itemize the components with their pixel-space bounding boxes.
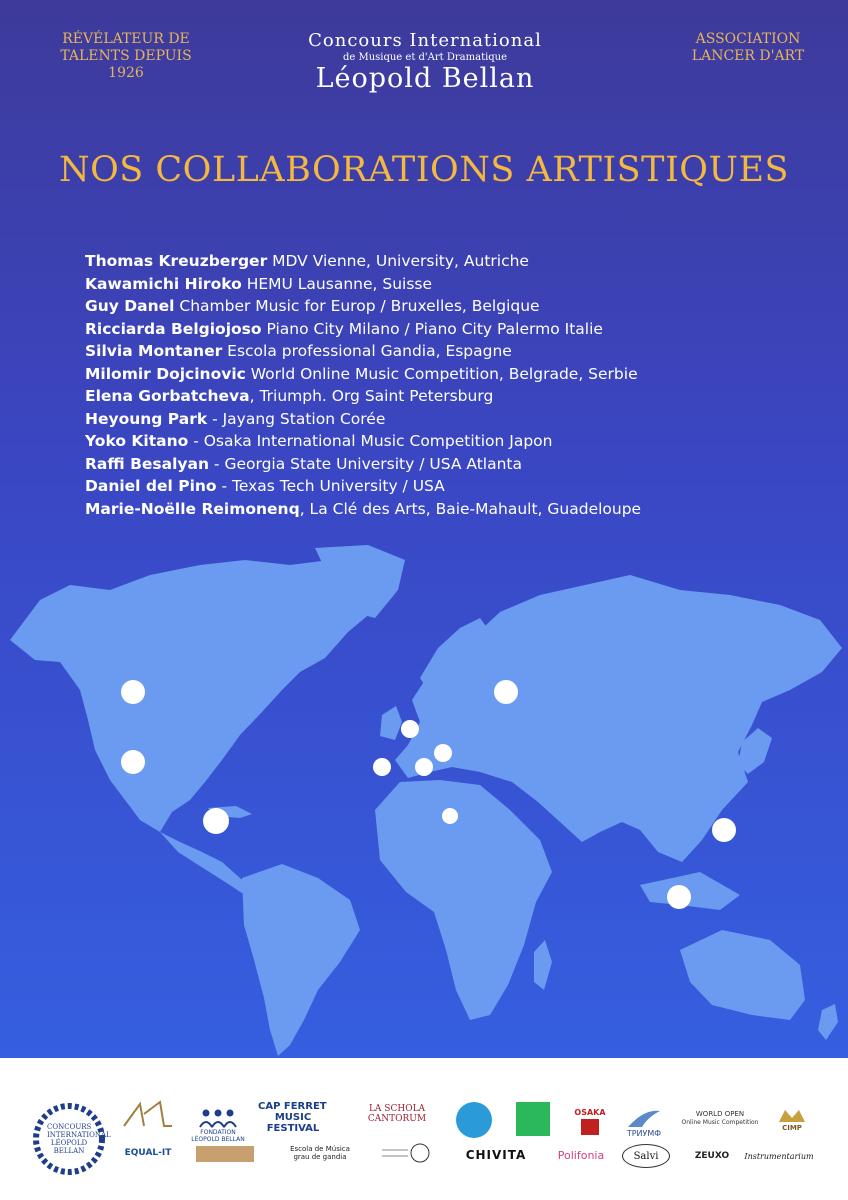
collab-name: Milomir Dojcinovic — [85, 364, 246, 383]
logo-polifonia-text: Polifonia — [557, 1148, 605, 1162]
header-title-line-1: Concours International — [308, 30, 542, 51]
logo-escola — [284, 1142, 356, 1164]
logo-chivita — [456, 1146, 536, 1164]
collab-detail: - Osaka International Music Competition Japon — [188, 432, 553, 450]
logo-saint-cloud — [380, 1142, 432, 1164]
logo-zeuxo-text: ZEUXO — [694, 1150, 730, 1161]
collab-detail: Chamber Music for Europ / Bruxelles, Belgique — [174, 297, 540, 315]
osaka-logo-icon — [579, 1117, 601, 1137]
continent-british-isles — [380, 706, 402, 740]
collab-name: Silvia Montaner — [85, 342, 223, 360]
map-marker — [442, 808, 458, 824]
collab-row — [85, 340, 825, 363]
wing-icon — [626, 1107, 662, 1129]
world-map — [0, 535, 848, 1058]
map-marker — [401, 720, 419, 738]
logo-cap-ferret-text-2: MUSIC FESTIVAL — [266, 1111, 320, 1134]
collab-name: Thomas Kreuzberger — [85, 252, 268, 270]
world-map-land — [10, 545, 842, 1056]
map-marker — [121, 680, 145, 704]
logo-fondation-text: FONDATION LÉOPOLD BELLAN — [191, 1129, 245, 1143]
logo-equal-it-text: EQUAL-IT — [124, 1147, 172, 1158]
logo-fondation-bar — [196, 1146, 254, 1162]
collab-row — [85, 318, 825, 341]
collab-name: Heyoung Park — [85, 409, 208, 428]
header-tagline — [42, 31, 210, 82]
collab-row — [85, 498, 825, 521]
map-marker — [415, 758, 433, 776]
association-line-2: LANCER D'ART — [691, 48, 805, 64]
logo-salvi — [622, 1144, 670, 1168]
continent-africa — [375, 780, 552, 1020]
partner-logos-strip — [0, 1058, 848, 1200]
map-marker — [667, 885, 691, 909]
continent-north-america — [10, 560, 390, 832]
logo-instrumentarium-text: Instrumentarium — [744, 1151, 814, 1161]
collab-row — [85, 408, 825, 431]
map-marker — [203, 808, 229, 834]
collab-row — [85, 430, 825, 453]
collab-name: Guy Danel — [85, 297, 175, 315]
collab-detail: - Jayang Station Corée — [207, 409, 386, 428]
logo-triumph — [622, 1102, 666, 1142]
continent-australia — [680, 930, 805, 1020]
logo-world-open-text-2: Online Music Competition — [681, 1118, 759, 1126]
collab-detail: , Triumph. Org Saint Petersburg — [249, 387, 494, 405]
logo-drawing — [120, 1098, 176, 1130]
collaborations-list — [85, 250, 825, 520]
collab-name: Yoko Kitano — [85, 432, 189, 450]
map-marker — [494, 680, 518, 704]
collab-row — [85, 475, 825, 498]
logo-chivita-text: CHIVITA — [465, 1147, 527, 1162]
map-marker — [712, 818, 736, 842]
logo-fondation — [190, 1102, 246, 1148]
page-title: NOS COLLABORATIONS ARTISTIQUES — [58, 150, 790, 190]
continent-central-america — [160, 832, 252, 893]
collab-detail: - Texas Tech University / USA — [216, 477, 445, 495]
logo-osaka — [570, 1102, 610, 1142]
logo-instrumentarium — [742, 1148, 816, 1164]
collab-name: Ricciarda Belgiojoso — [85, 319, 262, 338]
collab-row — [85, 250, 825, 273]
drawing-logo-icon — [120, 1098, 176, 1130]
collab-detail: Piano City Milano / Piano City Palermo Italie — [261, 319, 603, 338]
logo-escola-text: Escola de Música grau de gandia — [290, 1145, 350, 1161]
continent-new-zealand — [818, 1004, 838, 1040]
logo-cimp-text: CIMP — [782, 1123, 802, 1132]
collab-detail: MDV Vienne, University, Autriche — [267, 252, 529, 270]
people-icon — [198, 1107, 238, 1129]
logo-cimp — [774, 1102, 810, 1138]
saint-cloud-logo-icon — [380, 1142, 432, 1164]
collab-name: Elena Gorbatcheva — [85, 387, 250, 405]
logo-zeuxo — [692, 1144, 732, 1168]
collab-name: Raffi Besalyan — [85, 454, 209, 473]
continent-se-asia-islands — [640, 872, 740, 910]
collab-row — [85, 295, 825, 318]
tagline-line-1: RÉVÉLATEUR DE — [62, 31, 190, 47]
header-title-line-2: de Musique et d'Art Dramatique — [342, 52, 508, 63]
cimp-crest-icon — [777, 1108, 807, 1124]
collab-name: Kawamichi Hiroko — [85, 274, 242, 293]
collab-detail: - Georgia State University / USA Atlanta — [209, 454, 522, 473]
logo-osaka-text: OSAKA — [574, 1107, 606, 1117]
logo-blue-circle — [456, 1102, 492, 1138]
continent-south-america — [242, 864, 360, 1056]
collab-detail: HEMU Lausanne, Suisse — [241, 274, 433, 293]
collab-row — [85, 453, 825, 476]
collab-detail: World Online Music Competition, Belgrade, Serbie — [245, 364, 638, 383]
collab-detail: , La Clé des Arts, Baie-Mahault, Guadeloupe — [299, 499, 642, 518]
logo-world-open — [680, 1104, 760, 1132]
map-marker — [373, 758, 391, 776]
logo-equal-it — [120, 1142, 176, 1164]
association-line-1: ASSOCIATION — [695, 31, 801, 47]
header-title-line-3: Léopold Bellan — [315, 63, 535, 94]
continent-madagascar — [534, 940, 552, 990]
logo-cap-ferret — [258, 1100, 328, 1134]
collab-name: Daniel del Pino — [85, 477, 217, 495]
header-association — [680, 31, 816, 65]
logo-green-square — [516, 1102, 550, 1136]
logo-leopold-bellan-text: CONCOURS INTERNATIONAL LÉOPOLD BELLAN — [47, 1123, 111, 1155]
header-logo-title — [260, 30, 590, 94]
logo-schola-cantorum — [358, 1098, 436, 1130]
map-marker — [121, 750, 145, 774]
collab-row — [85, 273, 825, 296]
tagline-line-2: TALENTS DEPUIS 1926 — [60, 48, 192, 81]
logo-polifonia — [554, 1146, 608, 1164]
collab-row — [85, 363, 825, 386]
logo-leopold-bellan — [32, 1102, 111, 1176]
logo-world-open-text-1: WORLD OPEN — [695, 1109, 745, 1118]
logo-cap-ferret-text-1: CAP FERRET — [258, 1100, 327, 1112]
collab-detail: Escola professional Gandia, Espagne — [222, 342, 512, 360]
logo-salvi-text: Salvi — [633, 1150, 659, 1162]
collab-name: Marie-Noëlle Reimonenq — [85, 499, 300, 518]
collab-row — [85, 385, 825, 408]
map-marker — [434, 744, 452, 762]
logo-schola-text: LA SCHOLA CANTORUM — [367, 1104, 427, 1124]
logo-triumph-text: ТРИУМФ — [626, 1128, 662, 1138]
